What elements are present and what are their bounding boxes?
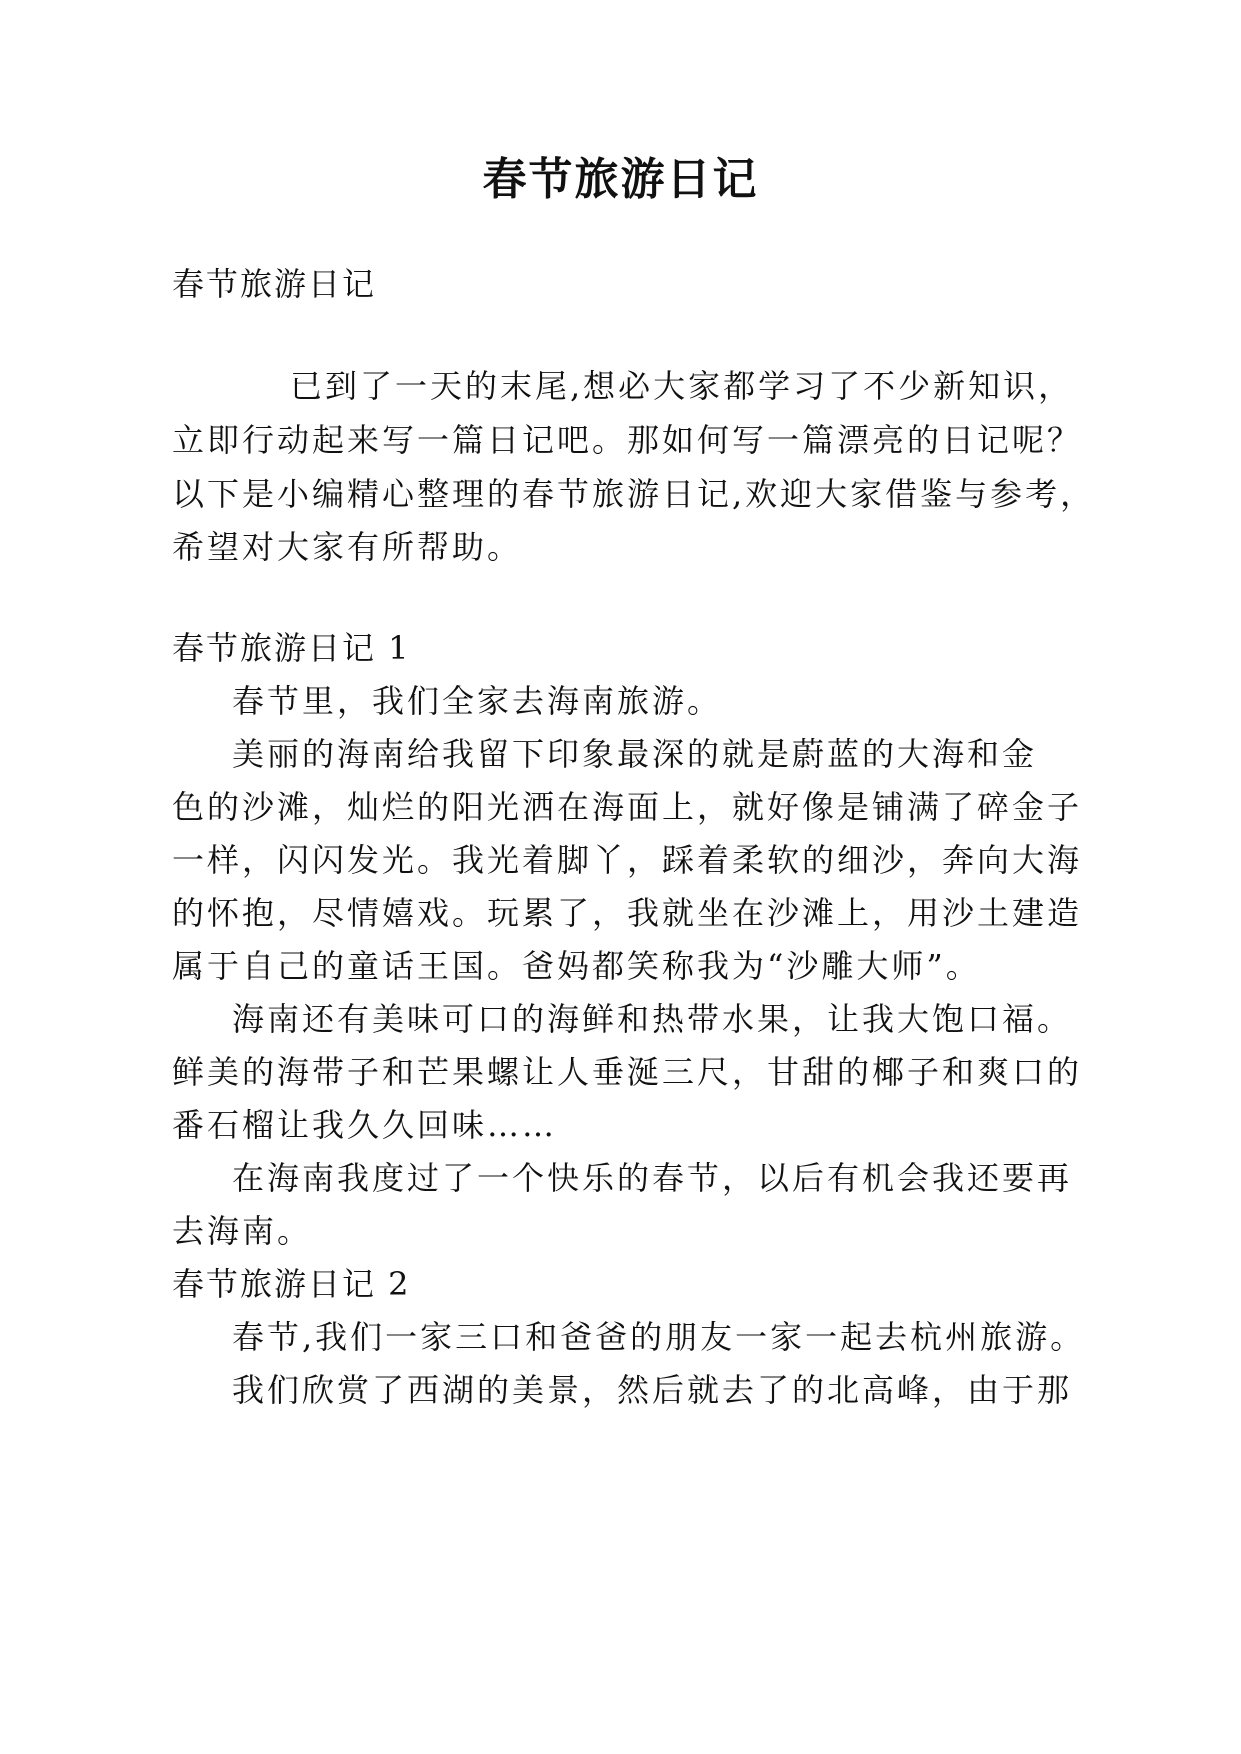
intro-line: 立即行动起来写一篇日记吧。那如何写一篇漂亮的日记呢？ — [172, 421, 1083, 459]
entry-line: 在海南我度过了一个快乐的春节，以后有机会我还要再 — [232, 1159, 1073, 1197]
entry-line: 美丽的海南给我留下印象最深的就是蔚蓝的大海和金 — [232, 735, 1038, 773]
entry-line: 春节,我们一家三口和爸爸的朋友一家一起去杭州旅游。 — [232, 1318, 1086, 1356]
intro-line: 以下是小编精心整理的春节旅游日记,欢迎大家借鉴与参考， — [172, 475, 1096, 513]
entry-line: 属于自己的童话王国。爸妈都笑称我为“沙雕大师”。 — [172, 947, 981, 985]
entry-line: 春节里，我们全家去海南旅游。 — [232, 682, 723, 720]
intro-line: 希望对大家有所帮助。 — [172, 528, 523, 566]
entry-line: 去海南。 — [172, 1212, 313, 1250]
entry-line: 的怀抱，尽情嬉戏。玩累了，我就坐在沙滩上，用沙土建造 — [172, 894, 1083, 932]
entry-heading: 春节旅游日记 2 — [172, 1265, 411, 1303]
entry-line: 我们欣赏了西湖的美景，然后就去了的北高峰，由于那 — [232, 1371, 1073, 1409]
entry-line: 番石榴让我久久回味…… — [172, 1106, 558, 1144]
document-title: 春节旅游日记 — [482, 154, 759, 205]
entry-heading: 春节旅游日记 1 — [172, 629, 411, 667]
entry-line: 海南还有美味可口的海鲜和热带水果，让我大饱口福。 — [232, 1000, 1073, 1038]
entry-line: 鲜美的海带子和芒果螺让人垂涎三尺，甘甜的椰子和爽口的 — [172, 1053, 1083, 1091]
entry-line: 一样，闪闪发光。我光着脚丫，踩着柔软的细沙，奔向大海 — [172, 841, 1083, 879]
intro-line: 已到了一天的末尾,想必大家都学习了不少新知识， — [290, 367, 1074, 405]
entry-line: 色的沙滩，灿烂的阳光洒在海面上，就好像是铺满了碎金子 — [172, 788, 1083, 826]
document-subtitle: 春节旅游日记 — [172, 265, 377, 303]
